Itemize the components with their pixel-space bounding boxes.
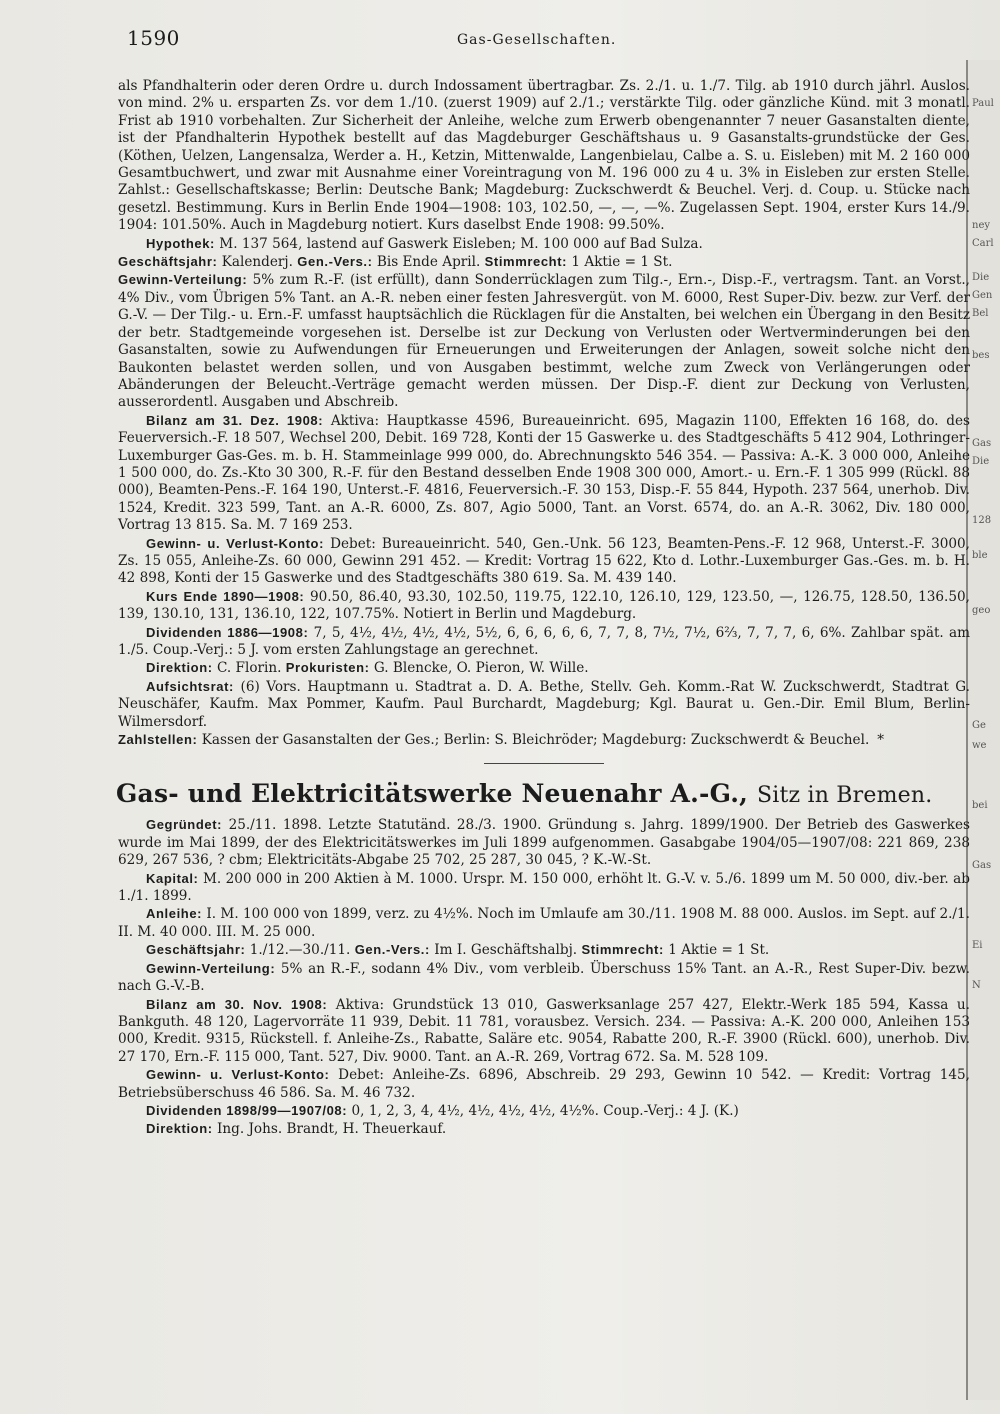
gewinn-verteilung-label: Gewinn-Verteilung: bbox=[146, 960, 276, 976]
margin-fragment: bes bbox=[972, 350, 990, 361]
hypothek-text: M. 137 564, lastend auf Gaswerk Eisleben; M. 100 000 auf Bad Sulza. bbox=[219, 235, 703, 252]
direktion-label: Direktion: bbox=[146, 660, 213, 676]
entry-end-star: * bbox=[877, 732, 885, 749]
dividenden-text: 0, 1, 2, 3, 4, 4½, 4½, 4½, 4½, 4½%. Coup.-Verj.: 4 J. (K.) bbox=[351, 1102, 739, 1119]
anleihe-label: Anleihe: bbox=[146, 906, 203, 922]
gen-vers-label: Gen.-Vers.: bbox=[297, 254, 373, 270]
margin-fragment: N bbox=[972, 980, 981, 991]
margin-fragment: Die bbox=[972, 272, 990, 283]
company-name: Gas- und Elektricitätswerke Neuenahr A.-G., bbox=[116, 779, 749, 809]
gen-vers-text: Bis Ende April. bbox=[376, 254, 481, 271]
anleihe-continuation: als Pfandhalterin oder deren Ordre u. durch Indossament übertragbar. Zs. 2./1. u. 1./7. Tilg. ab 1910 durch jährl. Auslos. von mind. 2% u. ersparten Zs. vor dem 1./10. (zuerst 1909) auf 2./1.; verstärkte Tilg. oder gänzliche Künd. mit 3 monatl. Frist ab 1910 vorbehalten. Zur Sicherheit der Anleihe, welche zum Erwerb obengenannter 7 neuer Gasanstalten diente, ist der Pfandhalterin Hypothek bestellt auf das Magdeburger Geschäftshaus u. 9 Gasanstalts-grundstücke der Ges. (Köthen, Uelzen, Langensalza, Werder a. H., Ketzin, Mittenwalde, Langenbielau, Calbe a. S. u. Eisleben) mit M. 2 160 000 Gesamtbuchwert, und zwar mit Ausnahme einer Voreintragung von M. 196 000 zu 4 u. 3% in Eisleben zur ersten Stelle. Zahlst.: Gesellschaftskasse; Berlin: Deutsche Bank; Magdeburg: Zuckschwerdt & Beuchel. Verj. d. Coup. u. Stücke nach gesetzl. Bestimmung. Kurs in Berlin Ende 1904—1908: 103, 102.50, —, —, —%. Zugelassen Sept. 1904, erster Kurs 14./9. 1904: 101.50%. Auch in Magdeburg notiert. Kurs daselbst Ende 1908: 99.50%. bbox=[118, 78, 970, 234]
gewinn-verteilung-entry-2 bbox=[118, 960, 970, 996]
stimmrecht-label: Stimmrecht: bbox=[581, 942, 664, 958]
gewinn-verteilung-entry bbox=[118, 271, 970, 411]
page-header bbox=[127, 26, 967, 56]
anleihe-text: I. M. 100 000 von 1899, verz. zu 4½%. Noch im Umlaufe am 30./11. 1908 M. 88 000. Auslos. im Sept. auf 2./1. II. M. 40 000. III. M. 25 000. bbox=[118, 906, 970, 940]
geschaeftsjahr-entry-2 bbox=[118, 941, 970, 959]
dividenden-label: Dividenden 1898/99—1907/08: bbox=[146, 1102, 348, 1118]
margin-fragment: ble bbox=[972, 550, 988, 561]
hypothek-label: Hypothek: bbox=[146, 235, 215, 251]
guv-label: Gewinn- u. Verlust-Konto: bbox=[146, 1067, 330, 1083]
aufsichtsrat-entry bbox=[118, 678, 970, 731]
bilanz-text: Aktiva: Hauptkasse 4596, Bureaueinricht. 695, Magazin 1100, Effekten 16 168, do. des Feuerversich.-F. 18 507, Wechsel 200, Debit. 169 728, Konti der 15 Gaswerke u. des Stadtgeschäfts 5 412 904, Lothringer-Luxemburger Gas-Ges. m. b. H. Stammeinlage 999 000, do. Abrechnungskto 546 354. — Passiva: A.-K. 3 000 000, Anleihe 1 500 000, do. Zs.-Kto 30 300, R.-F. für den Bestand desselben Ende 1908 300 000, Amort.- u. Ern.-F. 1 305 999 (Rückl. 88 000), Beamten-Pens.-F. 164 190, Unterst.-F. 4816, Feuerversich.-F. 30 153, Disp.-F. 55 844, Hypoth. 237 564, unerhob. Div. 1524, Kredit. 323 599, Tant. an A.-R. 6000, Zs. 807, Agio 5000, Tant. an Vorst. 6574, do. an A.-R. 3062, Div. 180 000, Vortrag 13 815. Sa. M. 7 169 253. bbox=[118, 412, 970, 534]
prokuristen-text: G. Blencke, O. Pieron, W. Wille. bbox=[373, 660, 589, 677]
margin-fragment: ney bbox=[972, 220, 991, 231]
stimmrecht-label: Stimmrecht: bbox=[484, 254, 568, 270]
page-number: 1590 bbox=[127, 26, 180, 50]
adjacent-page-edge bbox=[966, 60, 1000, 1400]
geschaeftsjahr-text: Kalenderj. bbox=[221, 254, 293, 271]
dividenden-entry-2 bbox=[118, 1102, 970, 1120]
aufsichtsrat-label: Aufsichtsrat: bbox=[146, 678, 234, 694]
kurs-entry bbox=[118, 588, 970, 624]
guv-text: Debet: Anleihe-Zs. 6896, Abschreib. 29 293, Gewinn 10 542. — Kredit: Vortrag 145, Betriebsüberschuss 46 586. Sa. M. 46 732. bbox=[118, 1067, 970, 1101]
page-body bbox=[118, 78, 970, 1139]
company-heading bbox=[116, 778, 970, 812]
margin-fragment: Carl bbox=[972, 238, 994, 249]
gegruendet-entry bbox=[118, 816, 970, 869]
geschaeftsjahr-label: Geschäftsjahr: bbox=[146, 942, 246, 958]
margin-fragment: geo bbox=[972, 605, 991, 616]
margin-fragment: Die bbox=[972, 456, 990, 467]
margin-fragment: Ge bbox=[972, 720, 986, 731]
gegruendet-label: Gegründet: bbox=[146, 817, 223, 833]
prokuristen-label: Prokuristen: bbox=[285, 660, 370, 676]
margin-fragment: Gas bbox=[972, 438, 992, 449]
kurs-text: 90.50, 86.40, 93.30, 102.50, 119.75, 122.10, 126.10, 129, 123.50, —, 126.75, 128.50, 136.50, 139, 130.10, 131, 136.10, 122, 107.75%. Notiert in Berlin und Magdeburg. bbox=[118, 588, 970, 623]
zahlstellen-label: Zahlstellen: bbox=[118, 732, 198, 748]
margin-fragment: Gen bbox=[972, 290, 993, 301]
direktion-text: Ing. Johs. Brandt, H. Theuerkauf. bbox=[217, 1121, 447, 1138]
bilanz-label: Bilanz am 31. Dez. 1908: bbox=[146, 412, 324, 428]
section-divider bbox=[484, 763, 604, 764]
zahlstellen-entry bbox=[118, 731, 970, 749]
guv-entry-2 bbox=[118, 1066, 970, 1102]
gewinn-verteilung-text: 5% an R.-F., sodann 4% Div., vom verbleib. Überschuss 15% Tant. an A.-R., Rest Super-Div. bezw. nach G.-V.-B. bbox=[118, 960, 970, 995]
gen-vers-label: Gen.-Vers.: bbox=[354, 942, 430, 958]
direktion-text: C. Florin. bbox=[217, 660, 282, 677]
dividenden-entry bbox=[118, 624, 970, 660]
margin-fragment: we bbox=[972, 740, 987, 751]
kapital-text: M. 200 000 in 200 Aktien à M. 1000. Urspr. M. 150 000, erhöht lt. G.-V. v. 5./6. 1899 um M. 50 000, div.-ber. ab 1./1. 1899. bbox=[118, 870, 970, 905]
dividenden-label: Dividenden 1886—1908: bbox=[146, 624, 309, 640]
hypothek-entry bbox=[118, 235, 970, 253]
margin-fragment: bei bbox=[972, 800, 988, 811]
guv-entry bbox=[118, 535, 970, 588]
margin-fragment: Paul bbox=[972, 98, 994, 109]
stimmrecht-text: 1 Aktie = 1 St. bbox=[668, 942, 770, 959]
bilanz-entry bbox=[118, 412, 970, 535]
running-title: Gas-Gesellschaften. bbox=[457, 32, 617, 48]
kapital-label: Kapital: bbox=[146, 870, 199, 886]
gewinn-verteilung-text: 5% zum R.-F. (ist erfüllt), dann Sonderrücklagen zum Tilg.-, Ern.-, Disp.-F., vertragsm. Tant. an Vorst., 4% Div., vom Übrigen 5% Tant. an A.-R. neben einer festen Jahresvergüt. von M. 6000, Rest Super-Div. bezw. zur Verf. der G.-V. — Der Tilg.- u. Ern.-F. umfasst hauptsächlich die Rücklagen für die Anstalten, bei welchen ein Übergang in den Besitz der betr. Stadtgemeinde vorgesehen ist. Derselbe ist zur Deckung von Verlusten oder Wertverminderungen bei den Gasanstalten, sowie zu Aufwendungen für Erneuerungen und Erweiterungen der Anlagen, soweit solche nicht den Baukonten belastet werden sollen, und von Ausgaben bestimmt, welche zum Zweck von Verlängerungen oder Abänderungen der Beleucht.-Verträge gemacht werden müssen. Der Disp.-F. dient zur Deckung von Verlusten, ausserordentl. Ausgaben und Abschreib. bbox=[118, 272, 970, 411]
company-seat: Sitz in Bremen. bbox=[756, 783, 933, 809]
geschaeftsjahr-text: 1./12.—30./11. bbox=[249, 942, 351, 959]
bilanz-label: Bilanz am 30. Nov. 1908: bbox=[146, 996, 328, 1012]
geschaeftsjahr-entry bbox=[118, 253, 970, 271]
margin-fragment: Gas bbox=[972, 860, 992, 871]
gegruendet-text: 25./11. 1898. Letzte Statutänd. 28./3. 1900. Gründung s. Jahrg. 1899/1900. Der Betrieb des Gaswerkes wurde im Mai 1899, der des Elektricitätswerkes im Juli 1899 aufgenommen. Gasabgabe 1904/05—1907/08: 221 869, 238 629, 267 536, ? cbm; Elektricitäts-Abgabe 25 702, 25 287, 30 045, ? K.-W.-St. bbox=[118, 817, 970, 869]
gewinn-verteilung-label: Gewinn-Verteilung: bbox=[118, 272, 248, 288]
bilanz-text: Aktiva: Grundstück 13 010, Gaswerksanlage 257 427, Elektr.-Werk 185 594, Kassa u. Bankguth. 48 120, Lagervorräte 11 939, Debit. 11 781, vorausbez. Versich. 234. — Passiva: A.-K. 200 000, Anleihen 153 000, Kredit. 9315, Rückstell. f. Anleihe-Zs., Rabatte, Saläre etc. 9054, Rabatte 200, R.-F. 3900 (Rückl. 600), unerhob. Div. 27 170, Ern.-F. 115 000, Tant. 527, Div. 9000. Tant. an A.-R. 269, Vortrag 672. Sa. M. 528 109. bbox=[118, 996, 971, 1065]
margin-fragment: Bel bbox=[972, 308, 989, 319]
stimmrecht-text: 1 Aktie = 1 St. bbox=[571, 254, 673, 271]
kurs-label: Kurs Ende 1890—1908: bbox=[146, 588, 305, 604]
kapital-entry bbox=[118, 870, 970, 906]
direktion-entry-2 bbox=[118, 1120, 970, 1138]
dividenden-text: 7, 5, 4½, 4½, 4½, 4½, 5½, 6, 6, 6, 6, 6, 7, 7, 8, 7½, 7½, 6⅔, 7, 7, 7, 6, 6%. Zahlbar spät. am 1./5. Coup.-Verj.: 5 J. vom ersten Zahlungstage an gerechnet. bbox=[118, 624, 970, 658]
guv-label: Gewinn- u. Verlust-Konto: bbox=[146, 535, 325, 551]
margin-fragment: Ei bbox=[972, 940, 983, 951]
guv-text: Debet: Bureaueinricht. 540, Gen.-Unk. 56 123, Beamten-Pens.-F. 12 968, Unterst.-F. 3000, Zs. 15 055, Anleihe-Zs. 60 000, Gewinn 291 452. — Kredit: Vortrag 15 622, Kto d. Lothr.-Luxemburger Gas.-Ges. m. b. H. 42 898, Konti der 15 Gaswerke und des Stadtgeschäfts 380 619. Sa. M. 439 140. bbox=[118, 535, 970, 587]
gen-vers-text: Im I. Geschäftshalbj. bbox=[434, 942, 578, 959]
direktion-label: Direktion: bbox=[146, 1121, 213, 1137]
bilanz-entry-2 bbox=[118, 996, 970, 1067]
margin-fragment: 128 bbox=[972, 515, 992, 526]
geschaeftsjahr-label: Geschäftsjahr: bbox=[118, 254, 218, 270]
anleihe-entry bbox=[118, 905, 970, 941]
direktion-entry bbox=[118, 659, 970, 677]
aufsichtsrat-text: (6) Vors. Hauptmann u. Stadtrat a. D. A. Bethe, Stellv. Geh. Komm.-Rat W. Zuckschwerdt, Stadtrat G. Neuschäfer, Kaufm. Max Pommer, Kaufm. Paul Burchardt, Magdeburg; Kgl. Baurat u. Gen.-Dir. Emil Blum, Berlin-Wilmersdorf. bbox=[118, 678, 970, 730]
zahlstellen-text: Kassen der Gasanstalten der Ges.; Berlin: S. Bleichröder; Magdeburg: Zuckschwerdt & Beuchel. bbox=[201, 732, 870, 749]
